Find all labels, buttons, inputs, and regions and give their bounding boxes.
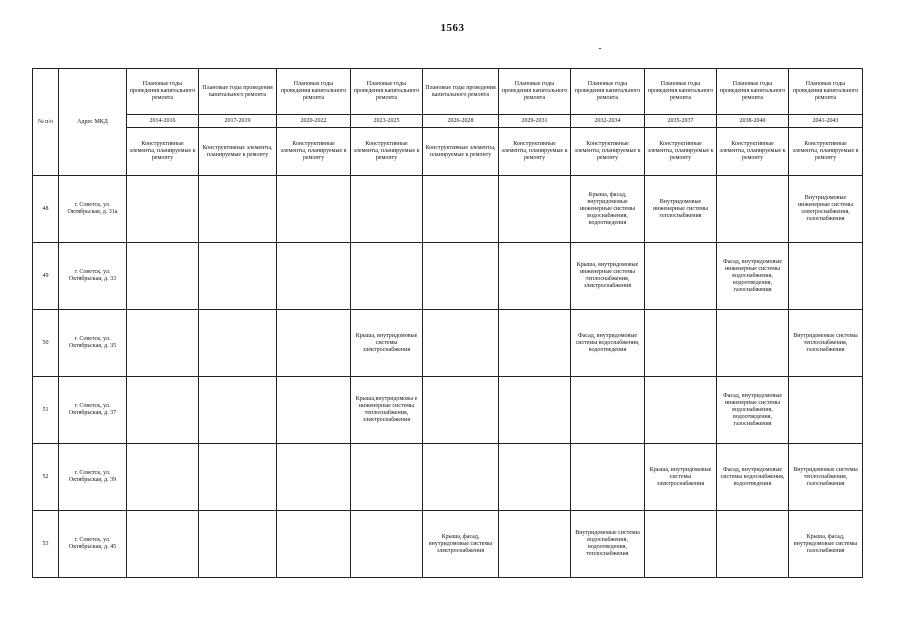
row-address: г. Советск, ул. Октябрьская, д. 35 — [59, 310, 127, 377]
work-cell — [351, 511, 423, 578]
row-address: г. Советск, ул. Октябрьская, д. 31а — [59, 176, 127, 243]
work-cell — [423, 444, 499, 511]
work-cell — [717, 310, 789, 377]
row-number: 52 — [33, 444, 59, 511]
work-cell — [499, 176, 571, 243]
work-cell — [645, 511, 717, 578]
header-elements: Конструктивные элементы, планируемые к ремонту — [717, 128, 789, 176]
header-period: Плановые годы проведения капитального ремонта — [423, 69, 499, 115]
header-period: Плановые годы проведения капитального ремонта — [199, 69, 277, 115]
table-row — [33, 511, 863, 578]
header-years: 2026-2028 — [423, 115, 499, 128]
row-number: 51 — [33, 377, 59, 444]
work-cell — [423, 243, 499, 310]
work-cell — [499, 511, 571, 578]
row-number: 49 — [33, 243, 59, 310]
work-cell — [127, 176, 199, 243]
work-cell: Крыша,внутридомовы е инженерные системы теплоснабжения, электроснабжения — [351, 377, 423, 444]
header-elements: Конструктивные элементы, планируемые к ремонту — [423, 128, 499, 176]
header-address: Адрес МКД — [59, 69, 127, 176]
header-elements: Конструктивные элементы, планируемые к ремонту — [127, 128, 199, 176]
header-period: Плановые годы проведения капитального ремонта — [717, 69, 789, 115]
page-number: 1563 — [440, 22, 465, 34]
work-cell: Фасад, внутридомовые системы водоснабжения, водоотведения — [717, 444, 789, 511]
row-number: 50 — [33, 310, 59, 377]
work-cell — [351, 243, 423, 310]
header-elements: Конструктивные элементы, планируемые к ремонту — [351, 128, 423, 176]
work-cell: Крыша, фасад, внутридомовые системы электроснабжения — [423, 511, 499, 578]
header-period: Плановые годы проведения капитального ремонта — [571, 69, 645, 115]
work-cell — [499, 377, 571, 444]
work-cell — [645, 377, 717, 444]
work-cell: Внутридомовые системы теплоснабжения, газоснабжения — [789, 444, 863, 511]
header-period: Плановые годы проведения капитального ремонта — [351, 69, 423, 115]
work-cell: Крыша, фасад, внутридомовые системы газоснабжения — [789, 511, 863, 578]
work-cell — [199, 377, 277, 444]
work-cell — [277, 511, 351, 578]
work-cell — [499, 444, 571, 511]
header-years: 2017-2019 — [199, 115, 277, 128]
header-years: 2035-2037 — [645, 115, 717, 128]
header-years: 2023-2025 — [351, 115, 423, 128]
row-address: г. Советск, ул. Октябрьская, д. 39 — [59, 444, 127, 511]
work-cell — [277, 377, 351, 444]
work-cell: Фасад, внутридомовые инженерные системы водоснабжения, водоотведения, газоснабжения — [717, 377, 789, 444]
header-elements: Конструктивные элементы, планируемые к ремонту — [499, 128, 571, 176]
work-cell — [277, 176, 351, 243]
table-row — [33, 243, 863, 310]
header-elements: Конструктивные элементы, планируемые к ремонту — [277, 128, 351, 176]
header-years: 2014-2016 — [127, 115, 199, 128]
work-cell — [127, 444, 199, 511]
row-address: г. Советск, ул. Октябрьская, д. 37 — [59, 377, 127, 444]
row-number: 53 — [33, 511, 59, 578]
work-cell: Внутридомовые системы теплоснабжения, газоснабжения — [789, 310, 863, 377]
work-cell: Крыша, внутридомовые системы электроснабжения — [645, 444, 717, 511]
work-cell — [789, 243, 863, 310]
work-cell — [423, 176, 499, 243]
work-cell — [277, 310, 351, 377]
header-elements: Конструктивные элементы, планируемые к ремонту — [571, 128, 645, 176]
work-cell — [277, 444, 351, 511]
header-elements: Конструктивные элементы, планируемые к ремонту — [645, 128, 717, 176]
work-cell — [277, 243, 351, 310]
work-cell — [499, 243, 571, 310]
table-row — [33, 377, 863, 444]
capital-repair-plan-table — [32, 68, 863, 578]
work-cell: Фасад, внутридомовые системы водоснабжения, водоотведения — [571, 310, 645, 377]
work-cell — [199, 243, 277, 310]
work-cell — [127, 243, 199, 310]
work-cell — [127, 377, 199, 444]
work-cell: Внутридомовые инженерные системы теплоснабжения — [645, 176, 717, 243]
work-cell — [499, 310, 571, 377]
work-cell — [127, 310, 199, 377]
work-cell — [199, 444, 277, 511]
work-cell — [351, 444, 423, 511]
work-cell — [571, 444, 645, 511]
header-number: № п/о — [33, 69, 59, 176]
work-cell — [127, 511, 199, 578]
header-period: Плановые годы проведения капитального ремонта — [645, 69, 717, 115]
table-row — [33, 176, 863, 243]
work-cell — [789, 377, 863, 444]
header-years: 2032-2034 — [571, 115, 645, 128]
row-address: г. Советск, ул. Октябрьская, д. 33 — [59, 243, 127, 310]
header-years: 2029-2031 — [499, 115, 571, 128]
work-cell — [199, 310, 277, 377]
work-cell: Внутридомовые инженерные системы электроснабжения, газоснабжения — [789, 176, 863, 243]
work-cell: Крыша, внутридомовые системы электроснабжения — [351, 310, 423, 377]
work-cell — [199, 511, 277, 578]
row-number: 48 — [33, 176, 59, 243]
work-cell: Внутридомовые системы водоснабжения, водоотведения, теплоснабжения — [571, 511, 645, 578]
header-period: Плановые годы проведения капитального ремонта — [127, 69, 199, 115]
work-cell — [423, 377, 499, 444]
work-cell — [717, 511, 789, 578]
work-cell — [571, 377, 645, 444]
header-elements: Конструктивные элементы, планируемые к ремонту — [789, 128, 863, 176]
work-cell — [199, 176, 277, 243]
work-cell: Крыша, фасад, внутридомовые инженерные системы водоснабжения, водоотведения — [571, 176, 645, 243]
header-elements: Конструктивные элементы, планируемые к ремонту — [199, 128, 277, 176]
work-cell: Фасад, внутридомовые инженерные системы водоснабжения, водоотведения, газоснабжения — [717, 243, 789, 310]
work-cell — [351, 176, 423, 243]
table-row — [33, 444, 863, 511]
header-period: Плановые годы проведения капитального ремонта — [499, 69, 571, 115]
header-years: 2038-2040 — [717, 115, 789, 128]
work-cell — [717, 176, 789, 243]
row-address: г. Советск, ул. Октябрьская, д. 45 — [59, 511, 127, 578]
header-period: Плановые годы проведения капитального ремонта — [789, 69, 863, 115]
work-cell — [423, 310, 499, 377]
scan-speck — [599, 48, 601, 49]
work-cell — [645, 310, 717, 377]
header-years: 2020-2022 — [277, 115, 351, 128]
header-years: 2041-2043 — [789, 115, 863, 128]
work-cell — [645, 243, 717, 310]
header-period: Плановые годы проведения капитального ремонта — [277, 69, 351, 115]
table-row — [33, 310, 863, 377]
work-cell: Крыша, внутридомовые инженерные системы теплоснабжения, электроснабжения — [571, 243, 645, 310]
